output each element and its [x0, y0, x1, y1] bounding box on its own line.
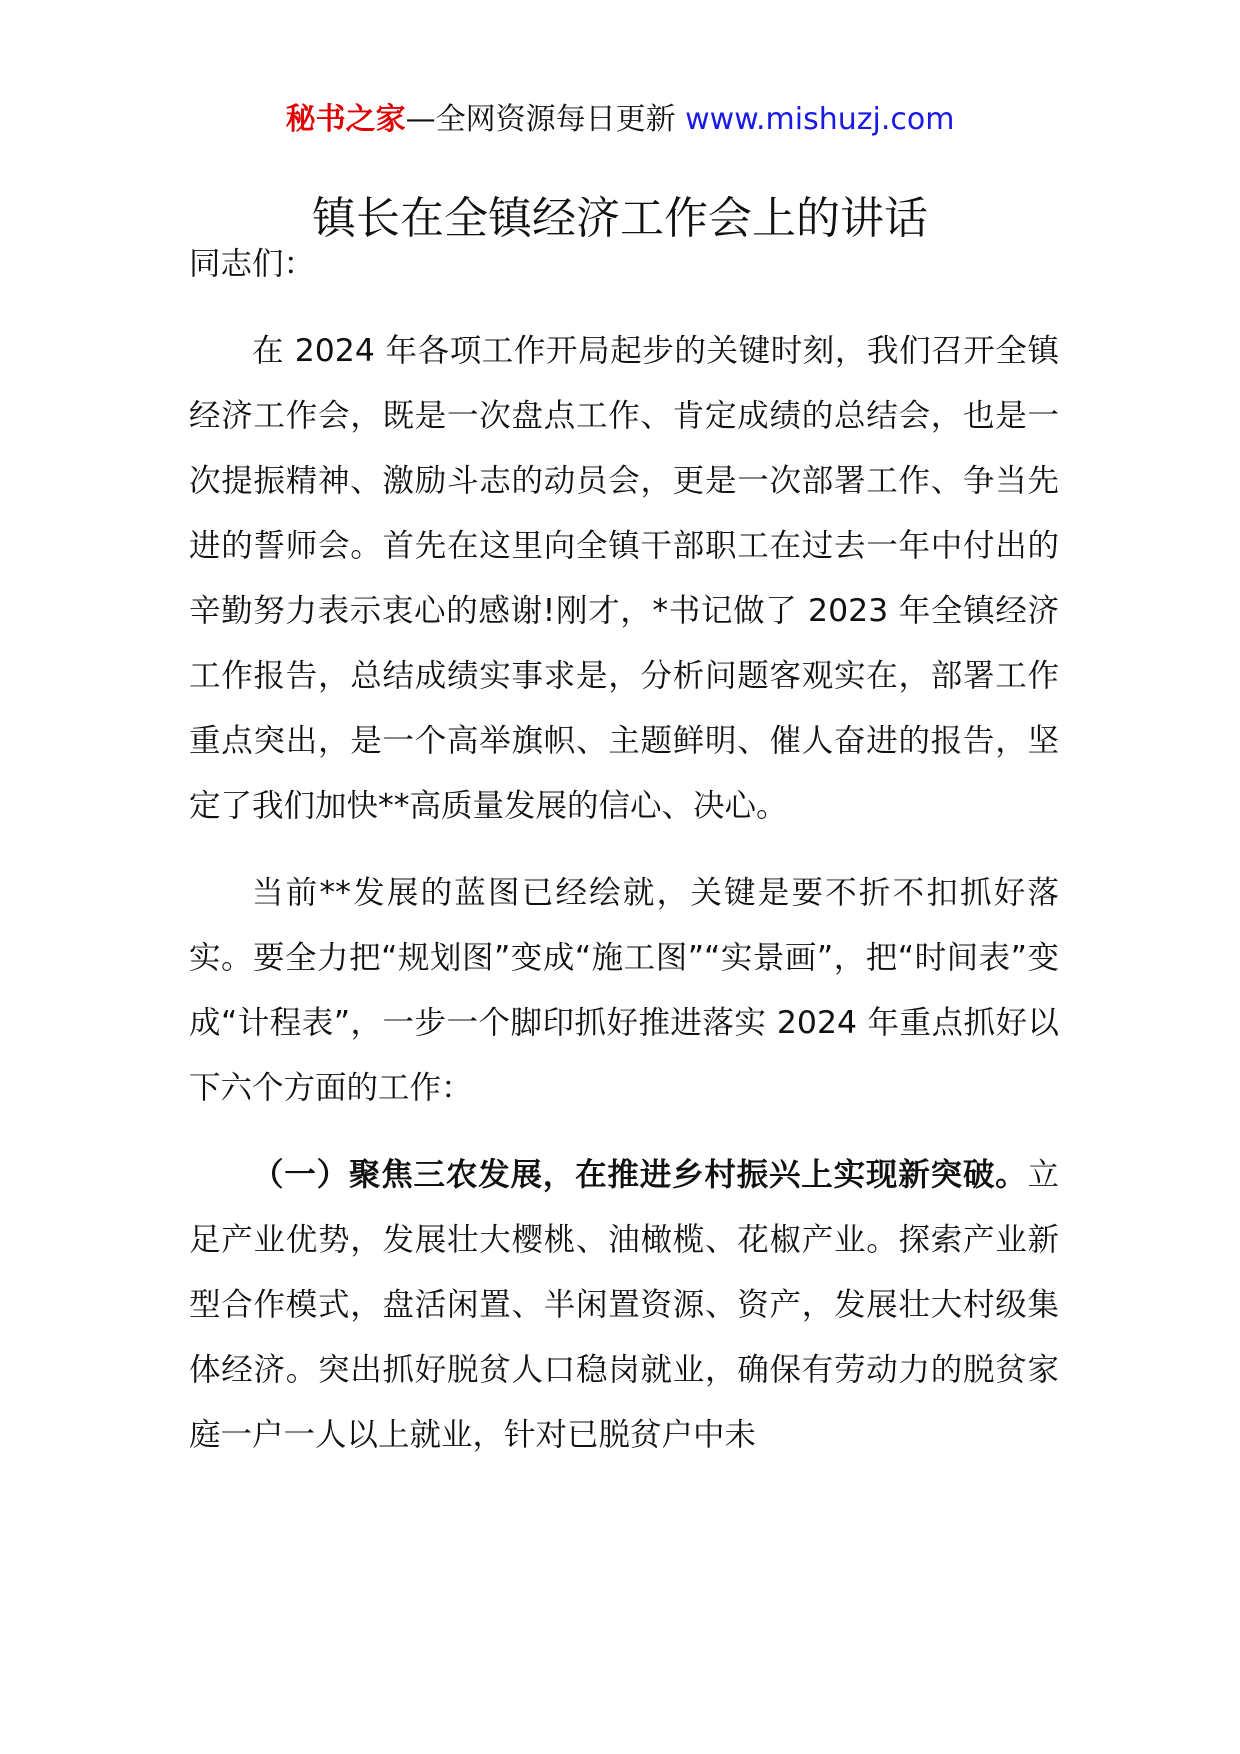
site-brand: 秘书之家 — [285, 102, 406, 137]
salutation: 同志们： — [189, 246, 316, 282]
section-1-heading: （一）聚焦三农发展，在推进乡村振兴上实现新突破。 — [252, 1157, 1028, 1193]
section-1-paragraph — [189, 1143, 1059, 1468]
site-url-link[interactable]: www.mishuzj.com — [685, 102, 955, 137]
section-1-text: 立足产业优势，发展壮大樱桃、油橄榄、花椒产业。探索产业新型合作模式，盘活闲置、半闲置资源、资产，发展壮大村级集体经济。突出抓好脱贫人口稳岗就业，确保有劳动力的脱贫家庭一户一人以上就业，针对已脱贫户中未 — [189, 1157, 1059, 1453]
site-slogan: —全网资源每日更新 — [405, 102, 676, 137]
document-body — [189, 232, 1059, 1490]
site-header — [0, 100, 1240, 140]
paragraph-overview: 当前**发展的蓝图已经绘就，关键是要不折不扣抓好落实。要全力把“规划图”变成“施工图”“实景画”，把“时间表”变成“计程表”，一步一个脚印抓好推进落实 2024 年重点抓好以下六个方面的工作： — [189, 875, 1059, 1106]
document-title: 镇长在全镇经济工作会上的讲话 — [312, 193, 928, 245]
paragraph-intro: 在 2024 年各项工作开局起步的关键时刻，我们召开全镇经济工作会，既是一次盘点工作、肯定成绩的总结会，也是一次提振精神、激励斗志的动员会，更是一次部署工作、争当先进的誓师会。首先在这里向全镇干部职工在过去一年中付出的辛勤努力表示衷心的感谢!刚才，*书记做了 2023 年全镇经济工作报告，总结成绩实事求是，分析问题客观实在，部署工作重点突出，是一个高举旗帜、主题鲜明、催人奋进的报告，坚定了我们加快**高质量发展的信心、决心。 — [189, 333, 1059, 824]
